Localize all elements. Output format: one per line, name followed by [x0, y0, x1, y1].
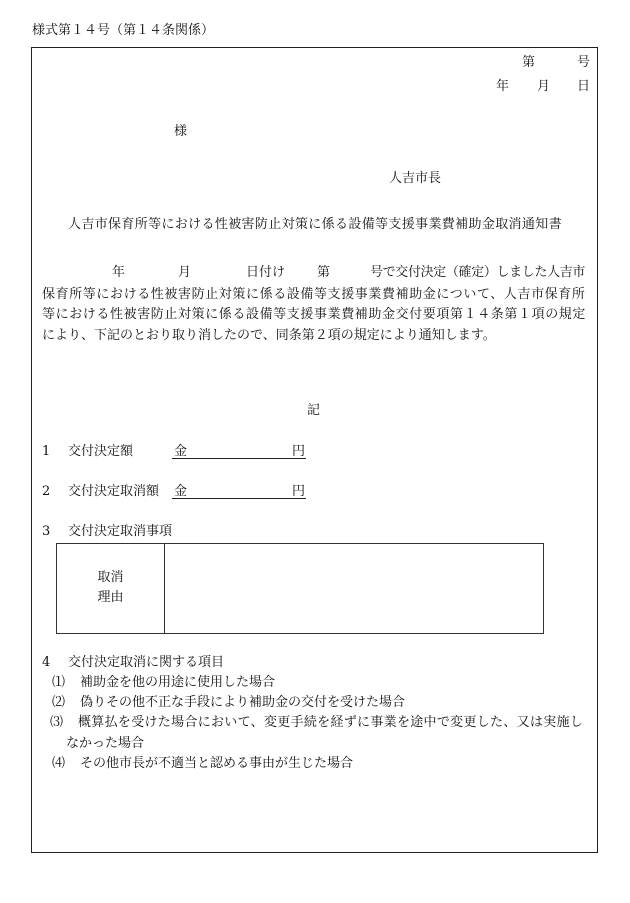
item-number: 4 — [42, 655, 51, 670]
item-label: 交付決定取消額 — [68, 484, 160, 499]
item-number: 2 — [42, 484, 51, 499]
body-month-label: 月 — [178, 265, 192, 280]
document-number-prefix: 第 — [522, 55, 536, 70]
form-label: 様式第１４号（第１４条関係） — [32, 23, 215, 38]
note-heading: 記 — [307, 403, 321, 418]
addressee-suffix: 様 — [174, 124, 188, 139]
date-month-label: 月 — [537, 79, 551, 94]
body-day-label: 日付け — [246, 265, 286, 280]
amount-suffix: 円 — [291, 444, 305, 459]
document-number-suffix: 号 — [577, 55, 591, 70]
item-number: 1 — [42, 444, 51, 459]
date-year-label: 年 — [496, 79, 510, 94]
body-line4: により、下記のとおり取り消したので、同条第２項の規定により通知します。 — [42, 328, 496, 343]
condition-marker: ⑵ — [52, 695, 66, 710]
amount-prefix: 金 — [174, 444, 188, 459]
amount-prefix: 金 — [174, 484, 188, 499]
condition-text: その他市長が不適当と認める事由が生じた場合 — [80, 756, 354, 771]
condition-marker: ⑷ — [52, 756, 66, 771]
body-line3: 等における性被害防止対策に係る設備等支援事業費補助金交付要項第１４条第１項の規定 — [42, 307, 587, 322]
body-line2: 保育所等における性被害防止対策に係る設備等支援事業費補助金について、人吉市保育所 — [42, 287, 586, 302]
item-label: 交付決定額 — [68, 444, 134, 459]
cancel-amount-field — [172, 484, 306, 499]
condition-marker: ⑴ — [52, 675, 66, 690]
document-title: 人吉市保育所等における性被害防止対策に係る設備等支援事業費補助金取消通知書 — [68, 217, 562, 232]
condition-text: 概算払を受けた場合において、変更手続を経ずに事業を途中で変更した、又は実施し — [78, 715, 584, 730]
reason-label-line1: 取消 — [97, 570, 124, 585]
issuer-name: 人吉市長 — [389, 171, 442, 186]
body-line1-rest: 号で交付決定（確定）しました人吉市 — [370, 265, 586, 280]
cancel-reason-table — [56, 543, 544, 634]
item-number: 3 — [42, 524, 51, 539]
grant-amount-field — [172, 444, 306, 459]
condition-text: 補助金を他の用途に使用した場合 — [80, 675, 276, 690]
reason-label-line2: 理由 — [97, 590, 124, 605]
body-year-label: 年 — [112, 265, 126, 280]
condition-text-continued: なかった場合 — [66, 736, 145, 751]
condition-marker: ⑶ — [50, 715, 64, 730]
condition-text: 偽りその他不正な手段により補助金の交付を受けた場合 — [80, 695, 406, 710]
item-label: 交付決定取消事項 — [68, 524, 173, 539]
body-number-prefix: 第 — [317, 265, 331, 280]
item-label: 交付決定取消に関する項目 — [68, 655, 225, 670]
reason-label-cell — [57, 544, 165, 633]
date-day-label: 日 — [577, 79, 591, 94]
amount-suffix: 円 — [291, 484, 305, 499]
reason-value-cell — [165, 544, 543, 633]
